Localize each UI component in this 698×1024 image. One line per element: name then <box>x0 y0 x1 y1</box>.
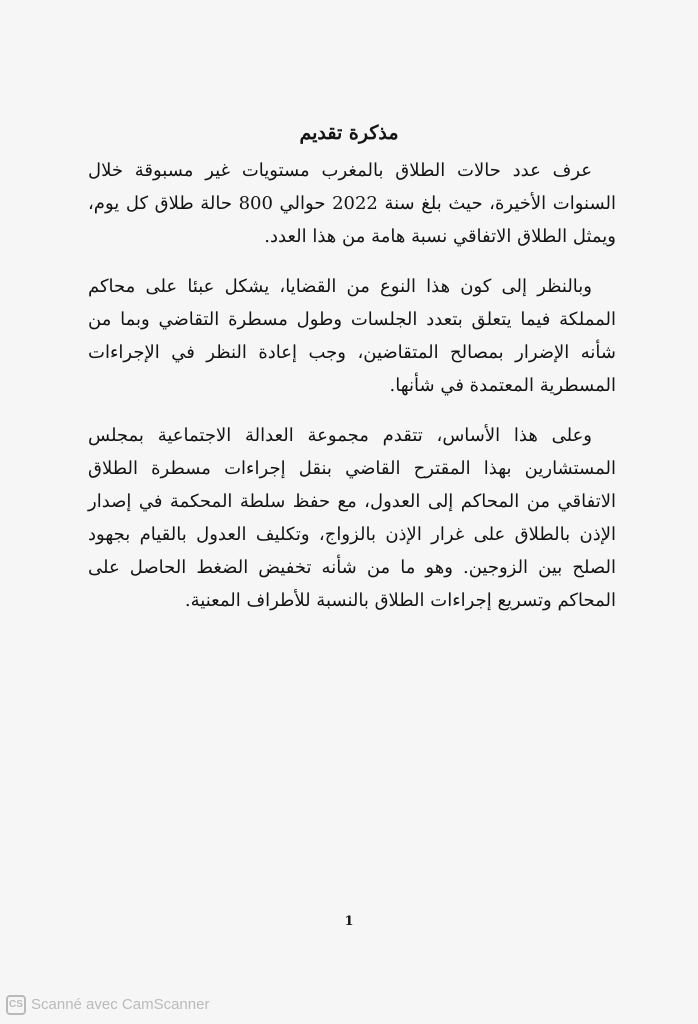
document-title: مذكرة تقديم <box>299 122 399 144</box>
document-body <box>88 154 616 634</box>
paragraph-1: عرف عدد حالات الطلاق بالمغرب مستويات غير مسبوقة خلال السنوات الأخيرة، حيث بلغ سنة 2022 حوالي 800 حالة طلاق كل يوم، ويمثل الطلاق الاتفاقي نسبة هامة من هذا العدد. <box>88 160 616 247</box>
paragraph-3: وعلى هذا الأساس، تتقدم مجموعة العدالة الاجتماعية بمجلس المستشارين بهذا المقترح القاضي بنقل إجراءات مسطرة الطلاق الاتفاقي من المحاكم إلى العدول، مع حفظ سلطة المحكمة في إصدار الإذن بالطلاق على غرار الإذن بالزواج، وتكليف العدول بالقيام بجهود الصلح بين الزوجين. وهو ما من شأنه تخفيض الضغط الحاصل على المحاكم وتسريع إجراءات الطلاق بالنسبة للأطراف المعنية. <box>88 425 617 611</box>
paragraph-2: وبالنظر إلى كون هذا النوع من القضايا، يشكل عبئا على محاكم المملكة فيما يتعلق بتعدد الجلسات وطول مسطرة التقاضي وبما من شأنه الإضرار بمصالح المتقاضين، وجب إعادة النظر في الإجراءات المسطرية المعتمدة في شأنها. <box>88 276 616 396</box>
camscanner-logo-icon: CS <box>6 995 26 1015</box>
camscanner-watermark <box>6 992 209 1018</box>
watermark-text: Scanné avec CamScanner <box>31 996 210 1013</box>
page-number: 1 <box>344 914 354 929</box>
